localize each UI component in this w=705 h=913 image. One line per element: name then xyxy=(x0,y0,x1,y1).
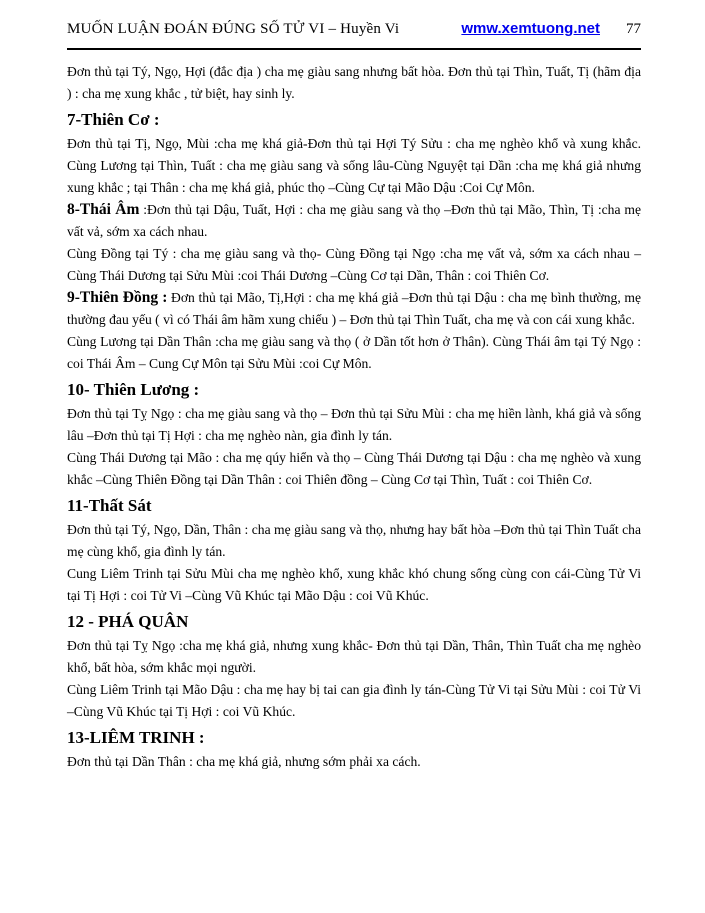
paragraph: Đơn thủ tại Tỵ Ngọ : cha mẹ giàu sang và thọ – Đơn thủ tại Sửu Mùi : cha mẹ hiền lành, khá giả và sống lâu –Đơn thủ tại Tị Hợi : cha mẹ nghèo nàn, gia đình ly tán. xyxy=(67,406,641,443)
website-link[interactable]: wmw.xemtuong.net xyxy=(461,20,600,37)
paragraph: Cùng Liêm Trinh tại Mão Dậu : cha mẹ hay bị tai can gia đình ly tán-Cùng Tử Vi tại Sửu Mùi : coi Tử Vi –Cùng Vũ Khúc tại Tị Hợi : coi Vũ Khúc. xyxy=(67,682,641,719)
paragraph-runin-8-thai-am xyxy=(67,199,641,243)
paragraph: Đơn thủ tại Tý, Ngọ, Dần, Thân : cha mẹ giàu sang và thọ, nhưng hay bất hòa –Đơn thủ tại Thìn Tuất cha mẹ cùng khổ, gia đình ly tán. xyxy=(67,522,641,559)
paragraph-intro: Đơn thủ tại Tý, Ngọ, Hợi (đắc địa ) cha mẹ giàu sang nhưng bất hòa. Đơn thủ tại Thìn, Tuất, Tị (hãm địa ) : cha mẹ xung khắc , tử biệt, hay sinh ly. xyxy=(67,64,641,101)
book-title: MUỐN LUẬN ĐOÁN ĐÚNG SỐ TỬ VI – Huyền Vi xyxy=(67,21,400,37)
header-divider xyxy=(67,48,641,50)
section-heading-8-thai-am: 8-Thái Âm xyxy=(67,201,140,218)
paragraph: Cùng Đồng tại Tý : cha mẹ giàu sang và thọ- Cùng Đồng tại Ngọ :cha mẹ vất vả, sớm xa cách nhau –Cùng Thái Dương tại Sửu Mùi :coi Thái Dương –Cùng Cơ tại Dần, Thân : coi Thiên Cơ. xyxy=(67,246,641,283)
paragraph: Cung Liêm Trinh tại Sửu Mùi cha mẹ nghèo khổ, xung khắc khó chung sống cùng con cái-Cùng Tử Vi tại Tị Hợi : coi Tử Vi –Cùng Vũ Khúc tại Mão Dậu : coi Vũ Khúc. xyxy=(67,566,641,603)
section-heading-7-thien-co: 7-Thiên Cơ : xyxy=(67,110,160,129)
paragraph-text: :Đơn thủ tại Dậu, Tuất, Hợi : cha mẹ giàu sang và thọ –Đơn thủ tại Mão, Thìn, Tị :cha mẹ vất vả, sớm xa cách nhau. xyxy=(67,202,641,239)
page-header xyxy=(67,16,641,38)
page-number: 77 xyxy=(626,21,641,37)
section-heading-9-thien-dong: 9-Thiên Đồng : xyxy=(67,289,168,306)
paragraph: Cùng Thái Dương tại Mão : cha mẹ qúy hiển và thọ – Cùng Thái Dương tại Dậu : cha mẹ nghèo và xung khắc –Cùng Thiên Đồng tại Dần Thân : coi Thiên đồng – Cùng Cơ tại Thìn, Tuất : coi Thiên Cơ. xyxy=(67,450,641,487)
section-heading-10-thien-luong: 10- Thiên Lương : xyxy=(67,380,200,399)
paragraph: Đơn thủ tại Tỵ Ngọ :cha mẹ khá giả, nhưng xung khắc- Đơn thủ tại Dần, Thân, Thìn Tuất cha mẹ nghèo khổ, bất hòa, sớm khắc mọi người. xyxy=(67,638,641,675)
section-heading-13-liem-trinh: 13-LIÊM TRINH : xyxy=(67,728,205,747)
paragraph-runin-9-thien-dong xyxy=(67,287,641,331)
section-heading-11-that-sat: 11-Thất Sát xyxy=(67,496,152,515)
paragraph: Đơn thủ tại Dần Thân : cha mẹ khá giả, nhưng sớm phải xa cách. xyxy=(67,754,421,769)
paragraph-text: Đơn thủ tại Mão, Tị,Hợi : cha mẹ khá giả –Đơn thủ tại Dậu : cha mẹ bình thường, mẹ thường đau yếu ( vì có Thái âm hãm xung chiếu ) – Đơn thủ tại Thìn Tuất, cha mẹ và con cái xung khắc. xyxy=(67,290,641,327)
paragraph: Cùng Lương tại Dần Thân :cha mẹ giàu sang và thọ ( ở Dần tốt hơn ở Thân). Cùng Thái âm tại Tý Ngọ : coi Thái Âm – Cung Cự Môn tại Sửu Mùi :coi Cự Môn. xyxy=(67,334,641,371)
section-heading-12-pha-quan: 12 - PHÁ QUÂN xyxy=(67,612,189,631)
page-content xyxy=(67,61,641,773)
paragraph: Đơn thủ tại Tị, Ngọ, Mùi :cha mẹ khá giả-Đơn thủ tại Hợi Tý Sửu : cha mẹ nghèo khổ và xung khắc. Cùng Lương tại Thìn, Tuất : cha mẹ giàu sang và sống lâu-Cùng Nguyệt tại Dần :cha mẹ khá giả nhưng xung khắc ; tại Thân : cha mẹ khá giả, phúc thọ –Cùng Cự tại Mão Dậu :Coi Cự Môn. xyxy=(67,136,641,195)
